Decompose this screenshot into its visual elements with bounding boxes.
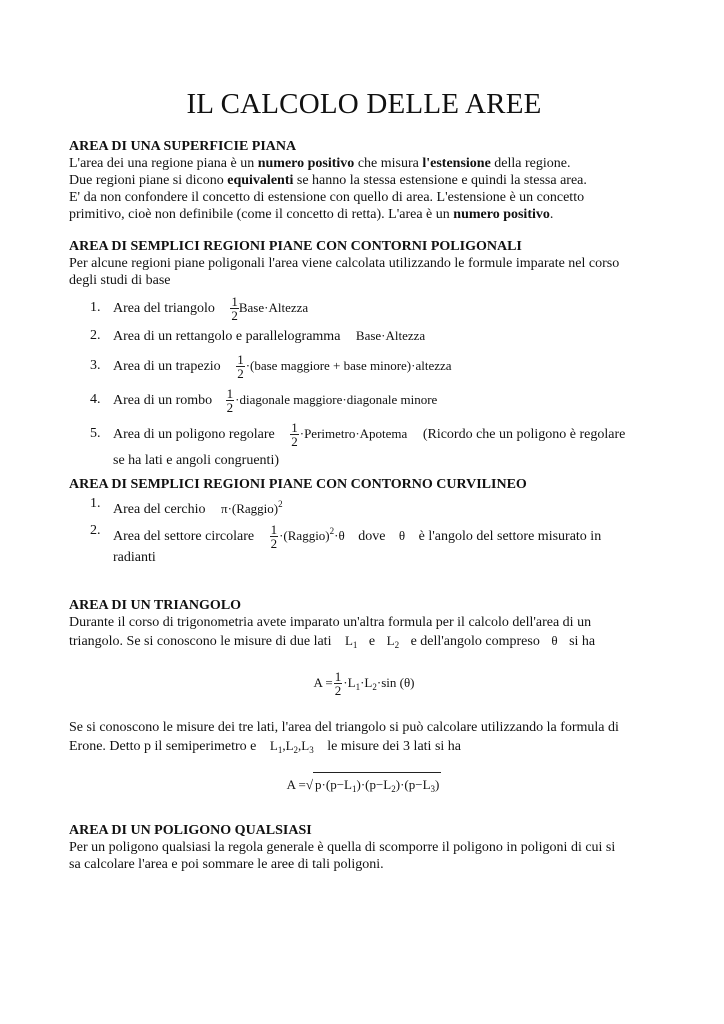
section-heading: AREA DI UNA SUPERFICIE PIANA	[69, 139, 297, 154]
formula-list	[69, 293, 659, 471]
list-item: 2. Area del settore circolare $\frac{1}{2}$ ·(Raggio)$^2$·θ dove θ è l'angolo del settore misurato in	[90, 522, 602, 552]
section-heading: AREA DI SEMPLICI REGIONI PIANE CON CONTORNI POLIGONALI	[69, 239, 522, 254]
list-item: 4. Area di un rombo $\frac{1}{2}$ ·diagonale maggiore·diagonale minore	[90, 386, 438, 416]
paragraph-line: primitivo, cioè non definibile (come il concetto di retta). L'area è un numero positivo.	[69, 207, 554, 222]
section-heading: AREA DI UN POLIGONO QUALSIASI	[69, 823, 312, 838]
list-item: 5. Area di un poligono regolare $\frac{1}{2}$ ·Perimetro·Apotema (Ricordo che un poligono è regolare	[90, 420, 626, 450]
list-item-continuation: se ha lati e angoli congruenti)	[113, 453, 279, 468]
section-curvilineo	[69, 476, 659, 569]
paragraph-line: Per alcune regioni piane poligonali l'area viene calcolata utilizzando le formule imparate nel corso	[69, 256, 620, 271]
formula-erone: A =√ $p\cdot(p-L_1)\cdot(p-L_2)\cdot(p-L_3)$	[69, 772, 659, 796]
paragraph-line: triangolo. Se si conoscono le misure di due lati $L_1$ e $L_2$ e dell'angolo compreso θ si ha	[69, 633, 596, 650]
paragraph-line: Se si conoscono le misure dei tre lati, l'area del triangolo si può calcolare utilizzando la formula di	[69, 720, 619, 735]
paragraph-line: sa calcolare l'area e poi sommare le aree di tali poligoni.	[69, 857, 384, 872]
paragraph-line: E' da non confondere il concetto di estensione con quello di area. L'estensione è un concetto	[69, 190, 585, 205]
section-superficie-piana	[69, 138, 659, 223]
list-item: 2. Area di un rettangolo e parallelogramma Base·Altezza	[90, 328, 426, 344]
section-triangolo	[69, 597, 659, 796]
paragraph-line: degli studi di base	[69, 273, 171, 288]
paragraph-line: Durante il corso di trigonometria avete imparato un'altra formula per il calcolo dell'area di un	[69, 615, 592, 630]
paragraph-line: L'area dei una regione piana è un numero positivo che misura l'estensione della regione.	[69, 156, 571, 171]
paragraph-line: Per un poligono qualsiasi la regola generale è quella di scomporre il poligono in poligoni di cui si	[69, 840, 616, 855]
list-item: 1. Area del cerchio π·(Raggio)$^2$	[90, 496, 283, 517]
section-heading: AREA DI SEMPLICI REGIONI PIANE CON CONTORNO CURVILINEO	[69, 477, 527, 492]
paragraph-line: Erone. Detto p il semiperimetro e $L_1,L_2,L_3$ le misure dei 3 lati si ha	[69, 738, 461, 755]
list-item: 1. Area del triangolo $\frac{1}{2}$ Base·Altezza	[90, 294, 309, 324]
paragraph-line: Due regioni piane si dicono equivalenti se hanno la stessa estensione e quindi la stessa area.	[69, 173, 587, 188]
page-title: IL CALCOLO DELLE AREE	[186, 88, 542, 120]
section-heading: AREA DI UN TRIANGOLO	[69, 598, 242, 613]
section-poligono-qualsiasi	[69, 822, 659, 873]
list-item: 3. Area di un trapezio $\frac{1}{2}$ ·(base maggiore + base minore)·altezza	[90, 352, 452, 382]
list-item-continuation: radianti	[113, 550, 156, 565]
formula-area-seno: A = $\frac{1}{2}$ $\cdot L_1\cdot L_2\cdot\sin$ (θ)	[313, 669, 415, 699]
section-poligonali	[69, 238, 659, 471]
formula-list	[69, 493, 659, 569]
